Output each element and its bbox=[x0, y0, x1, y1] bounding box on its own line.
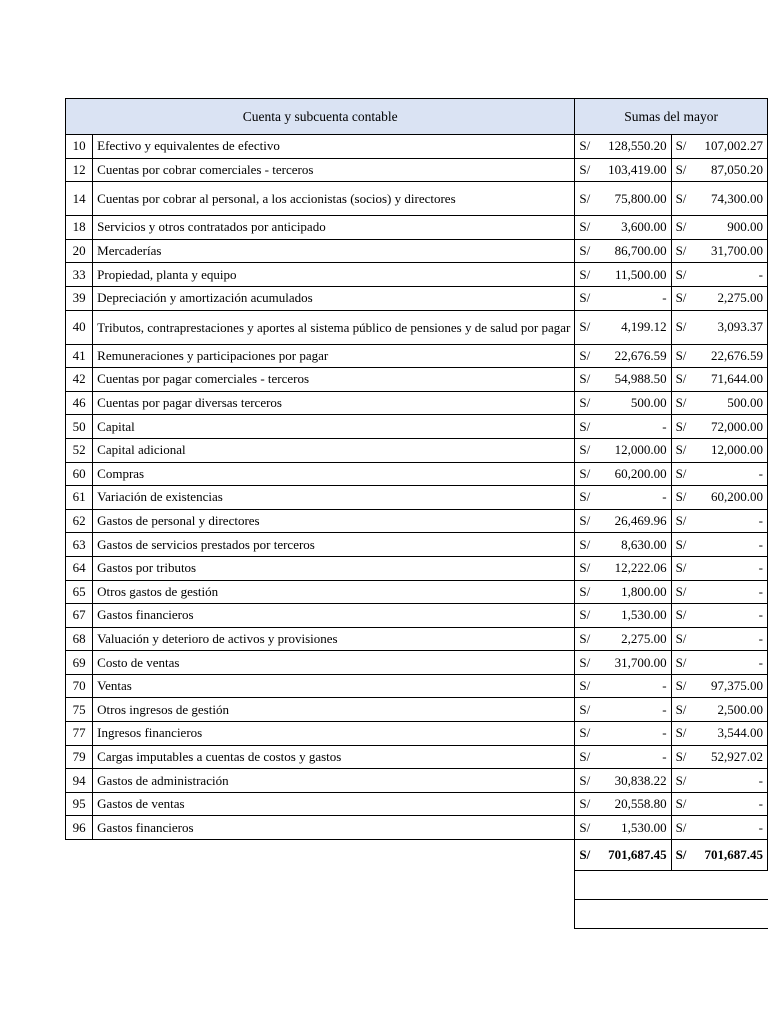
credit-currency: S/ bbox=[671, 651, 693, 675]
debit-amount: 20,558.80 bbox=[596, 792, 671, 816]
debit-amount: - bbox=[596, 486, 671, 510]
credit-amount: - bbox=[693, 792, 768, 816]
credit-amount: - bbox=[693, 556, 768, 580]
debit-amount: 26,469.96 bbox=[596, 509, 671, 533]
debit-amount: - bbox=[596, 722, 671, 746]
credit-currency: S/ bbox=[671, 239, 693, 263]
table-row bbox=[66, 344, 768, 368]
credit-amount: 71,644.00 bbox=[693, 368, 768, 392]
account-code: 10 bbox=[66, 135, 93, 159]
account-name: Cuentas por cobrar al personal, a los accionistas (socios) y directores bbox=[93, 182, 575, 216]
credit-amount: 3,544.00 bbox=[693, 722, 768, 746]
credit-amount: 12,000.00 bbox=[693, 438, 768, 462]
credit-amount: 97,375.00 bbox=[693, 674, 768, 698]
debit-amount: 3,600.00 bbox=[596, 216, 671, 240]
credit-currency: S/ bbox=[671, 368, 693, 392]
debit-currency: S/ bbox=[575, 816, 597, 840]
account-code: 67 bbox=[66, 604, 93, 628]
account-code: 50 bbox=[66, 415, 93, 439]
ledger-body bbox=[66, 135, 768, 840]
debit-currency: S/ bbox=[575, 415, 597, 439]
account-code: 60 bbox=[66, 462, 93, 486]
table-row bbox=[66, 158, 768, 182]
table-row bbox=[66, 533, 768, 557]
credit-amount: 52,927.02 bbox=[693, 745, 768, 769]
credit-amount: 900.00 bbox=[693, 216, 768, 240]
table-row bbox=[66, 604, 768, 628]
credit-amount: 22,676.59 bbox=[693, 344, 768, 368]
account-code: 68 bbox=[66, 627, 93, 651]
account-name: Ingresos financieros bbox=[93, 722, 575, 746]
account-name: Ventas bbox=[93, 674, 575, 698]
total-credit: 701,687.45 bbox=[693, 840, 768, 871]
account-name: Cuentas por pagar comerciales - terceros bbox=[93, 368, 575, 392]
credit-amount: - bbox=[693, 651, 768, 675]
debit-amount: 31,700.00 bbox=[596, 651, 671, 675]
credit-amount: 500.00 bbox=[693, 391, 768, 415]
credit-currency: S/ bbox=[671, 580, 693, 604]
account-name: Gastos de personal y directores bbox=[93, 509, 575, 533]
debit-currency: S/ bbox=[575, 651, 597, 675]
account-name: Gastos por tributos bbox=[93, 556, 575, 580]
credit-currency: S/ bbox=[671, 310, 693, 344]
debit-currency: S/ bbox=[575, 239, 597, 263]
credit-amount: - bbox=[693, 604, 768, 628]
credit-amount: 87,050.20 bbox=[693, 158, 768, 182]
debit-currency: S/ bbox=[575, 182, 597, 216]
account-code: 52 bbox=[66, 438, 93, 462]
credit-currency: S/ bbox=[671, 263, 693, 287]
credit-amount: 60,200.00 bbox=[693, 486, 768, 510]
debit-amount: 86,700.00 bbox=[596, 239, 671, 263]
debit-currency: S/ bbox=[575, 344, 597, 368]
account-name: Costo de ventas bbox=[93, 651, 575, 675]
account-name: Servicios y otros contratados por anticipado bbox=[93, 216, 575, 240]
credit-amount: - bbox=[693, 580, 768, 604]
debit-amount: 11,500.00 bbox=[596, 263, 671, 287]
totals-row bbox=[66, 840, 768, 871]
table-row bbox=[66, 745, 768, 769]
debit-amount: 103,419.00 bbox=[596, 158, 671, 182]
debit-currency: S/ bbox=[575, 158, 597, 182]
credit-amount: - bbox=[693, 509, 768, 533]
credit-currency: S/ bbox=[671, 158, 693, 182]
account-name: Gastos de ventas bbox=[93, 792, 575, 816]
debit-amount: - bbox=[596, 286, 671, 310]
table-row bbox=[66, 769, 768, 793]
table-row bbox=[66, 674, 768, 698]
account-code: 95 bbox=[66, 792, 93, 816]
debit-amount: 22,676.59 bbox=[596, 344, 671, 368]
credit-currency: S/ bbox=[671, 533, 693, 557]
debit-amount: 2,275.00 bbox=[596, 627, 671, 651]
account-name: Propiedad, planta y equipo bbox=[93, 263, 575, 287]
table-row bbox=[66, 286, 768, 310]
credit-currency: S/ bbox=[671, 486, 693, 510]
account-name: Gastos de servicios prestados por terceros bbox=[93, 533, 575, 557]
debit-currency: S/ bbox=[575, 604, 597, 628]
account-column-header: Cuenta y subcuenta contable bbox=[66, 99, 575, 135]
debit-currency: S/ bbox=[575, 722, 597, 746]
credit-currency: S/ bbox=[671, 722, 693, 746]
account-name: Variación de existencias bbox=[93, 486, 575, 510]
account-name: Tributos, contraprestaciones y aportes al sistema público de pensiones y de salud por pagar bbox=[93, 310, 575, 344]
credit-currency: S/ bbox=[671, 604, 693, 628]
account-name: Gastos financieros bbox=[93, 816, 575, 840]
credit-currency: S/ bbox=[671, 627, 693, 651]
credit-amount: 107,002.27 bbox=[693, 135, 768, 159]
debit-currency: S/ bbox=[575, 792, 597, 816]
ledger-sums-table bbox=[65, 98, 768, 929]
empty-cell bbox=[575, 871, 768, 900]
credit-currency: S/ bbox=[671, 816, 693, 840]
credit-currency: S/ bbox=[671, 216, 693, 240]
debit-amount: 1,800.00 bbox=[596, 580, 671, 604]
account-name: Cargas imputables a cuentas de costos y gastos bbox=[93, 745, 575, 769]
credit-currency: S/ bbox=[671, 556, 693, 580]
debit-currency: S/ bbox=[575, 580, 597, 604]
debit-amount: 75,800.00 bbox=[596, 182, 671, 216]
table-header-row bbox=[66, 99, 768, 135]
empty-row-2 bbox=[66, 900, 768, 929]
credit-amount: 72,000.00 bbox=[693, 415, 768, 439]
debit-currency: S/ bbox=[575, 391, 597, 415]
credit-amount: - bbox=[693, 816, 768, 840]
debit-amount: - bbox=[596, 698, 671, 722]
table-row bbox=[66, 792, 768, 816]
debit-currency: S/ bbox=[575, 533, 597, 557]
credit-amount: 2,500.00 bbox=[693, 698, 768, 722]
table-row bbox=[66, 722, 768, 746]
credit-currency: S/ bbox=[671, 792, 693, 816]
account-code: 77 bbox=[66, 722, 93, 746]
credit-currency: S/ bbox=[671, 344, 693, 368]
table-row bbox=[66, 216, 768, 240]
account-name: Gastos de administración bbox=[93, 769, 575, 793]
account-code: 63 bbox=[66, 533, 93, 557]
debit-currency: S/ bbox=[575, 263, 597, 287]
account-code: 14 bbox=[66, 182, 93, 216]
account-code: 70 bbox=[66, 674, 93, 698]
table-row bbox=[66, 509, 768, 533]
credit-currency: S/ bbox=[671, 391, 693, 415]
debit-currency: S/ bbox=[575, 310, 597, 344]
account-name: Compras bbox=[93, 462, 575, 486]
table-row bbox=[66, 698, 768, 722]
table-row bbox=[66, 816, 768, 840]
debit-currency: S/ bbox=[575, 368, 597, 392]
account-code: 42 bbox=[66, 368, 93, 392]
credit-amount: - bbox=[693, 462, 768, 486]
account-code: 41 bbox=[66, 344, 93, 368]
credit-amount: 31,700.00 bbox=[693, 239, 768, 263]
total-debit-currency: S/ bbox=[575, 840, 597, 871]
credit-currency: S/ bbox=[671, 769, 693, 793]
account-name: Otros ingresos de gestión bbox=[93, 698, 575, 722]
debit-currency: S/ bbox=[575, 438, 597, 462]
account-code: 33 bbox=[66, 263, 93, 287]
account-code: 65 bbox=[66, 580, 93, 604]
account-code: 64 bbox=[66, 556, 93, 580]
credit-amount: 2,275.00 bbox=[693, 286, 768, 310]
table-row bbox=[66, 486, 768, 510]
credit-amount: 3,093.37 bbox=[693, 310, 768, 344]
debit-currency: S/ bbox=[575, 462, 597, 486]
table-row bbox=[66, 182, 768, 216]
table-row bbox=[66, 135, 768, 159]
account-code: 18 bbox=[66, 216, 93, 240]
debit-amount: - bbox=[596, 674, 671, 698]
empty-row-1 bbox=[66, 871, 768, 900]
empty-spacer bbox=[66, 871, 575, 900]
debit-amount: 128,550.20 bbox=[596, 135, 671, 159]
credit-currency: S/ bbox=[671, 438, 693, 462]
account-code: 61 bbox=[66, 486, 93, 510]
credit-amount: 74,300.00 bbox=[693, 182, 768, 216]
debit-currency: S/ bbox=[575, 745, 597, 769]
credit-currency: S/ bbox=[671, 462, 693, 486]
debit-currency: S/ bbox=[575, 216, 597, 240]
credit-currency: S/ bbox=[671, 286, 693, 310]
debit-amount: 1,530.00 bbox=[596, 816, 671, 840]
credit-currency: S/ bbox=[671, 698, 693, 722]
table-row bbox=[66, 310, 768, 344]
debit-amount: - bbox=[596, 745, 671, 769]
credit-amount: - bbox=[693, 533, 768, 557]
account-name: Otros gastos de gestión bbox=[93, 580, 575, 604]
table-row bbox=[66, 556, 768, 580]
total-credit-currency: S/ bbox=[671, 840, 693, 871]
account-code: 79 bbox=[66, 745, 93, 769]
account-name: Cuentas por cobrar comerciales - terceros bbox=[93, 158, 575, 182]
account-name: Valuación y deterioro de activos y provisiones bbox=[93, 627, 575, 651]
account-code: 12 bbox=[66, 158, 93, 182]
debit-amount: 12,000.00 bbox=[596, 438, 671, 462]
account-code: 62 bbox=[66, 509, 93, 533]
account-code: 94 bbox=[66, 769, 93, 793]
credit-currency: S/ bbox=[671, 745, 693, 769]
credit-currency: S/ bbox=[671, 135, 693, 159]
account-code: 75 bbox=[66, 698, 93, 722]
table-row bbox=[66, 263, 768, 287]
table-row bbox=[66, 438, 768, 462]
debit-amount: 1,530.00 bbox=[596, 604, 671, 628]
credit-currency: S/ bbox=[671, 415, 693, 439]
debit-currency: S/ bbox=[575, 674, 597, 698]
account-name: Mercaderías bbox=[93, 239, 575, 263]
account-name: Cuentas por pagar diversas terceros bbox=[93, 391, 575, 415]
debit-currency: S/ bbox=[575, 509, 597, 533]
account-name: Capital adicional bbox=[93, 438, 575, 462]
credit-currency: S/ bbox=[671, 509, 693, 533]
debit-amount: 4,199.12 bbox=[596, 310, 671, 344]
account-name: Capital bbox=[93, 415, 575, 439]
debit-amount: 8,630.00 bbox=[596, 533, 671, 557]
debit-amount: 12,222.06 bbox=[596, 556, 671, 580]
debit-currency: S/ bbox=[575, 286, 597, 310]
credit-currency: S/ bbox=[671, 674, 693, 698]
table-row bbox=[66, 391, 768, 415]
debit-currency: S/ bbox=[575, 627, 597, 651]
debit-currency: S/ bbox=[575, 135, 597, 159]
credit-amount: - bbox=[693, 263, 768, 287]
account-name: Gastos financieros bbox=[93, 604, 575, 628]
credit-amount: - bbox=[693, 627, 768, 651]
account-name: Remuneraciones y participaciones por pagar bbox=[93, 344, 575, 368]
debit-currency: S/ bbox=[575, 486, 597, 510]
debit-amount: - bbox=[596, 415, 671, 439]
table-row bbox=[66, 239, 768, 263]
account-name: Depreciación y amortización acumulados bbox=[93, 286, 575, 310]
debit-currency: S/ bbox=[575, 769, 597, 793]
debit-amount: 60,200.00 bbox=[596, 462, 671, 486]
account-code: 69 bbox=[66, 651, 93, 675]
debit-amount: 30,838.22 bbox=[596, 769, 671, 793]
sums-column-header: Sumas del mayor bbox=[575, 99, 768, 135]
account-name: Efectivo y equivalentes de efectivo bbox=[93, 135, 575, 159]
credit-currency: S/ bbox=[671, 182, 693, 216]
empty-cell bbox=[575, 900, 768, 929]
debit-currency: S/ bbox=[575, 698, 597, 722]
table-row bbox=[66, 627, 768, 651]
account-code: 46 bbox=[66, 391, 93, 415]
table-row bbox=[66, 415, 768, 439]
empty-spacer bbox=[66, 900, 575, 929]
account-code: 96 bbox=[66, 816, 93, 840]
debit-amount: 500.00 bbox=[596, 391, 671, 415]
table-row bbox=[66, 368, 768, 392]
debit-amount: 54,988.50 bbox=[596, 368, 671, 392]
account-code: 40 bbox=[66, 310, 93, 344]
account-code: 20 bbox=[66, 239, 93, 263]
debit-currency: S/ bbox=[575, 556, 597, 580]
total-debit: 701,687.45 bbox=[596, 840, 671, 871]
credit-amount: - bbox=[693, 769, 768, 793]
totals-spacer bbox=[66, 840, 575, 871]
table-row bbox=[66, 462, 768, 486]
account-code: 39 bbox=[66, 286, 93, 310]
table-row bbox=[66, 651, 768, 675]
table-row bbox=[66, 580, 768, 604]
